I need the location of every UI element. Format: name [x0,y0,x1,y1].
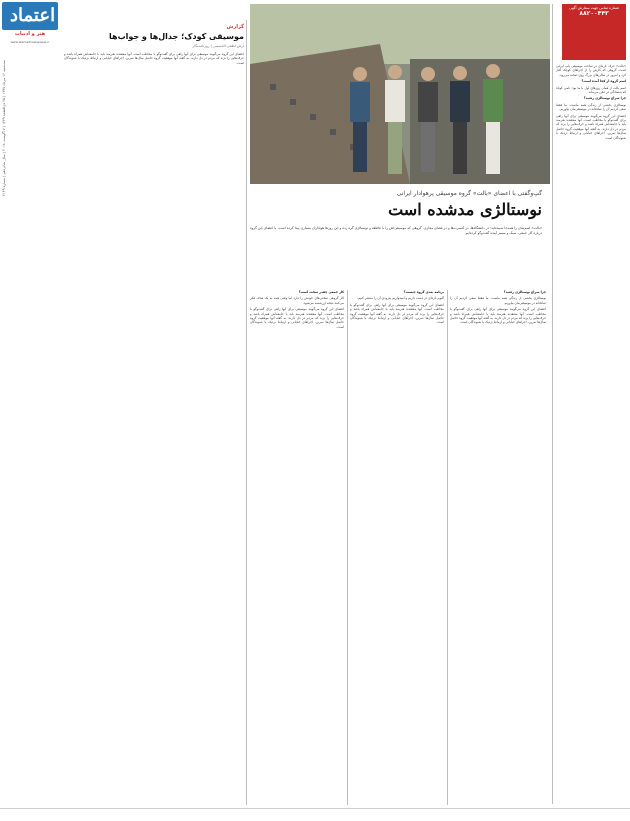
site-url: www.etemadnewspaper.ir [10,40,50,44]
left-article-byline: آرش لطفی الحسینی | روزنامه‌نگار [192,44,244,48]
answer: اسم بالت از همان روزهای اول با ما بود؛ نامی کوتاه که به‌سادگی در ذهن می‌ماند. [556,85,626,95]
feature-lead: «بالت» اسم‌شان را همه‌جا شنیده‌اید؛ در دانشگاه‌ها، در کنسرت‌ها و در فضای مجازی. گروهی که موسیقی‌اش را با عاطفه و نوستالژی گره زده و این روزها هواداران بسیاری پیدا کرده است. با اعضای این گروه درباره کار جمعی، سبک و مسیر آینده گفت‌وگو کرده‌ایم. [250,226,542,235]
badge-number: ۸۸۲۰۰۴۴۳ [579,10,609,18]
question: کار جمعی چقدر سخت است؟ [298,290,344,294]
badge-label: شماره تماس جهت سفارش آگهی [569,6,619,10]
question: چرا سراغ نوستالژی رفتید؟ [583,96,626,101]
left-article-body [64,52,244,802]
page-footer [0,808,630,821]
band-photo [250,4,550,184]
feature-kicker: گپ‌وگفتی با اعضای «بالت» گروه موسیقی پرهوادار ایرانی [396,190,542,197]
question: چرا سراغ نوستالژی رفتید؟ [503,290,546,294]
left-article-label: گزارش [226,24,244,30]
question: برنامه بعدی گروه چیست؟ [403,290,444,294]
left-article-title: موسیقی کودک؛ جدال‌ها و جواب‌ها [109,32,244,41]
answer: آلبوم تازه‌ای در دست داریم و امیدواریم به‌زودی آن را منتشر کنیم. [357,296,444,301]
feature-headline: نوستالژی مدشده است [388,200,542,219]
ad-contact-badge [562,4,626,60]
right-intro: «بالت» حرف تازه‌ای در ساحت موسیقی پاپ ایرانی است. گروهی که کارش را از اجراهای کوچک آغاز کرد و امروز در سالن‌های بزرگ روی صحنه می‌رود. [556,64,626,77]
body-paragraph: اعضای این گروه می‌گویند موسیقی برای آنها راهی برای گفت‌وگو با مخاطب است. آنها معتقدند هنرمند باید با جامعه‌اش همراه باشد و حرف‌هایی را بزند که مردم در دل دارند. به گفته آنها موفقیت گروه حاصل سال‌ها تمرین، اجراهای خیابانی و ارتباط نزدیک با شنوندگان است. [556,113,626,140]
newspaper-logo [2,2,58,30]
question: اسم گروه از کجا آمده است؟ [581,79,626,84]
middle-column-2 [350,290,444,805]
answer: نوستالژی بخشی از زندگی همه ماست. ما فقط سعی کردیم آن را صادقانه در موسیقی‌مان بیاوریم. [556,102,626,112]
middle-column-1 [250,290,344,805]
answer: نوستالژی بخشی از زندگی همه ماست. ما فقط سعی کردیم آن را صادقانه در موسیقی‌مان بیاوریم. [450,296,546,305]
body-paragraph: اعضای این گروه می‌گویند موسیقی برای آنها راهی برای گفت‌وگو با مخاطب است. آنها معتقدند هنرمند باید با جامعه‌اش همراه باشد و حرف‌هایی را بزند که مردم در دل دارند. به گفته آنها موفقیت گروه حاصل سال‌ها تمرین، اجراهای خیابانی و ارتباط نزدیک با شنوندگان است. [450,307,546,325]
masthead-strip [0,0,60,820]
column-divider [246,20,247,805]
body-paragraph: اعضای این گروه می‌گویند موسیقی برای آنها راهی برای گفت‌وگو با مخاطب است. آنها معتقدند هنرمند باید با جامعه‌اش همراه باشد و حرف‌هایی را بزند که مردم در دل دارند. به گفته آنها موفقیت گروه حاصل سال‌ها تمرین، اجراهای خیابانی و ارتباط نزدیک با شنوندگان است. [250,307,344,329]
right-column-body [556,64,626,804]
section-name: هنر و ادبیات [14,31,46,37]
body-paragraph: اعضای این گروه می‌گویند موسیقی برای آنها راهی برای گفت‌وگو با مخاطب است. آنها معتقدند هنرمند باید با جامعه‌اش همراه باشد و حرف‌هایی را بزند که مردم در دل دارند. به گفته آنها موفقیت گروه حاصل سال‌ها تمرین، اجراهای خیابانی و ارتباط نزدیک با شنوندگان است. [64,52,244,65]
date-line: سه‌شنبه ۱۶ مرداد ۱۳۹۷ | ۲۵ ذی‌القعده ۱۴۳۹ | ۷ آگوست ۲۰۱۸ | سال شانزدهم | شماره ۴۱۴۹ [2,60,6,196]
middle-column-3 [450,290,546,805]
column-divider [447,290,448,805]
body-paragraph: اعضای این گروه می‌گویند موسیقی برای آنها راهی برای گفت‌وگو با مخاطب است. آنها معتقدند هنرمند باید با جامعه‌اش همراه باشد و حرف‌هایی را بزند که مردم در دل دارند. به گفته آنها موفقیت گروه حاصل سال‌ها تمرین، اجراهای خیابانی و ارتباط نزدیک با شنوندگان است. [350,302,444,325]
column-divider [552,4,553,804]
answer: کار گروهی سختی‌های خودش را دارد اما وقتی همه به یک هدف فکر می‌کنند نتیجه ارزشمند می‌شود. [250,296,344,305]
logo-text: اعتماد [10,5,56,26]
column-divider [347,290,348,805]
